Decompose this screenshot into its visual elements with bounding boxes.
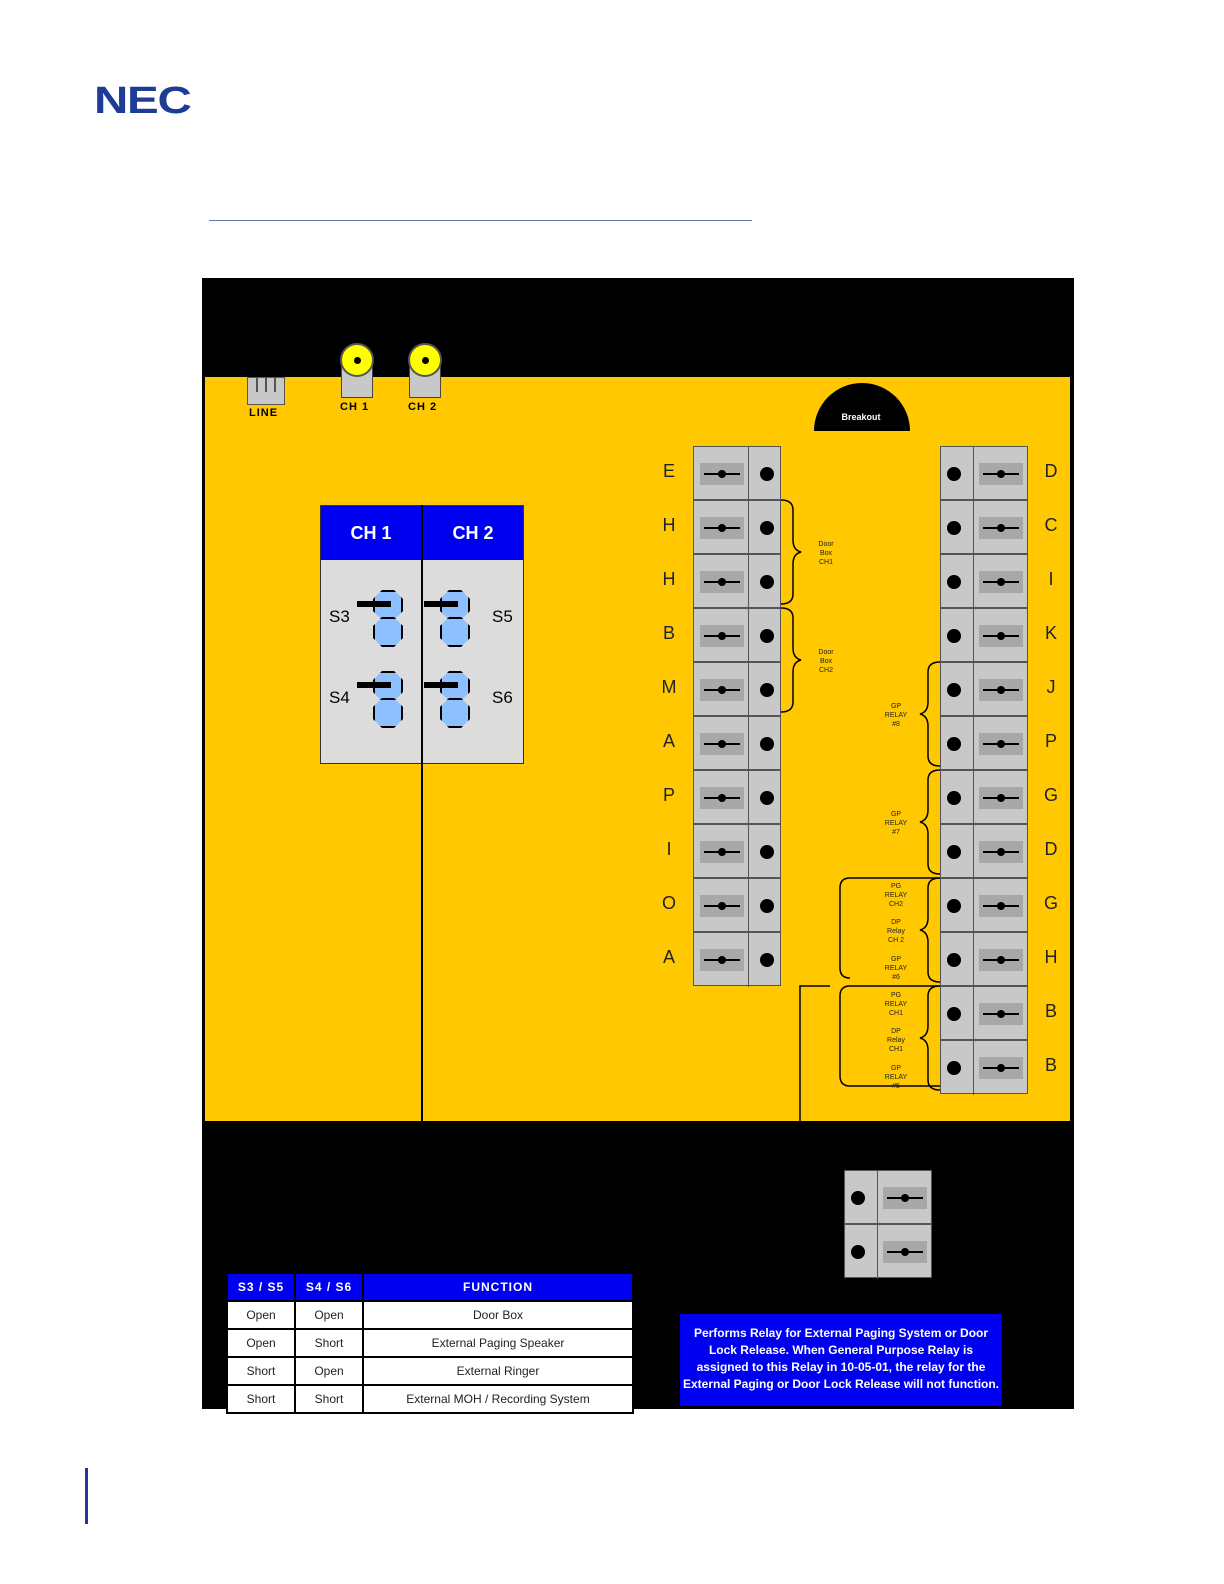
gp-relay-5-label: GP RELAY #5 <box>884 1065 908 1090</box>
table-row: Open Short External Paging Speaker <box>227 1329 633 1357</box>
ch1-jack-label: CH 1 <box>340 401 370 413</box>
table-header: S3 / S5 <box>227 1273 295 1301</box>
ch2-header: CH 2 <box>423 506 523 560</box>
terminal-letter: P <box>1044 731 1057 751</box>
terminal-letter: D <box>1044 461 1058 481</box>
terminal-letter: B <box>1044 1001 1057 1021</box>
terminal-letter: H <box>1044 947 1058 967</box>
terminal-letter: H <box>662 515 676 535</box>
ch1-header: CH 1 <box>321 506 421 560</box>
gp-relay-7-label: GP RELAY #7 <box>884 811 908 836</box>
terminal-letter: P <box>662 785 675 805</box>
switch-function-table <box>226 1272 634 1414</box>
s4-label: S4 <box>329 688 350 707</box>
nec-logo: NEC <box>94 80 191 122</box>
line-label: LINE <box>249 407 279 419</box>
terminal-letter: M <box>661 677 677 697</box>
breakout-label: Breakout <box>841 412 881 422</box>
terminal-letter: O <box>661 893 676 913</box>
dp-relay-ch1-label: DP Relay CH1 <box>887 1028 905 1053</box>
terminal-letter: D <box>1044 839 1058 859</box>
terminal-letter: K <box>1044 623 1057 643</box>
table-header: FUNCTION <box>363 1273 633 1301</box>
ch2-jack-label: CH 2 <box>408 401 438 413</box>
terminal-letter: B <box>1044 1055 1057 1075</box>
terminal-letter: J <box>1046 677 1056 697</box>
terminal-letter: C <box>1044 515 1058 535</box>
pg-relay-ch2-label: PG RELAY CH2 <box>884 883 908 908</box>
pg-relay-ch1-label: PG RELAY CH1 <box>884 992 908 1017</box>
terminal-letter: A <box>662 947 675 967</box>
door-box-ch1-label: Door Box CH1 <box>818 541 834 566</box>
table-row: Short Open External Ringer <box>227 1357 633 1385</box>
terminal-letter: H <box>662 569 676 589</box>
gp-relay-6-label: GP RELAY #6 <box>884 956 908 981</box>
s6-label: S6 <box>492 688 513 707</box>
s5-label: S5 <box>492 607 513 626</box>
relay-note: Performs Relay for External Paging System or Door Lock Release. When General Purpose Relay is assigned to this Relay in 10-05-01, the relay for the External Paging or Door Lock Release will not function. <box>680 1314 1002 1406</box>
terminal-letter: A <box>662 731 675 751</box>
table-row: Short Short External MOH / Recording System <box>227 1385 633 1413</box>
table-header: S4 / S6 <box>295 1273 363 1301</box>
terminal-letter: G <box>1043 785 1058 805</box>
dp-relay-ch2-label: DP Relay CH 2 <box>887 919 905 944</box>
terminal-letter: I <box>1048 569 1054 589</box>
s3-label: S3 <box>329 607 350 626</box>
terminal-letter: G <box>1043 893 1058 913</box>
terminal-letter: B <box>662 623 675 643</box>
gp-relay-8-label: GP RELAY #8 <box>884 703 908 728</box>
footer-rule <box>85 1468 88 1524</box>
terminal-letter: E <box>662 461 675 481</box>
terminal-letter: I <box>666 839 672 859</box>
door-box-ch2-label: Door Box CH2 <box>818 649 834 674</box>
table-row: Open Open Door Box <box>227 1301 633 1329</box>
relay-terminal-block <box>844 1170 932 1278</box>
